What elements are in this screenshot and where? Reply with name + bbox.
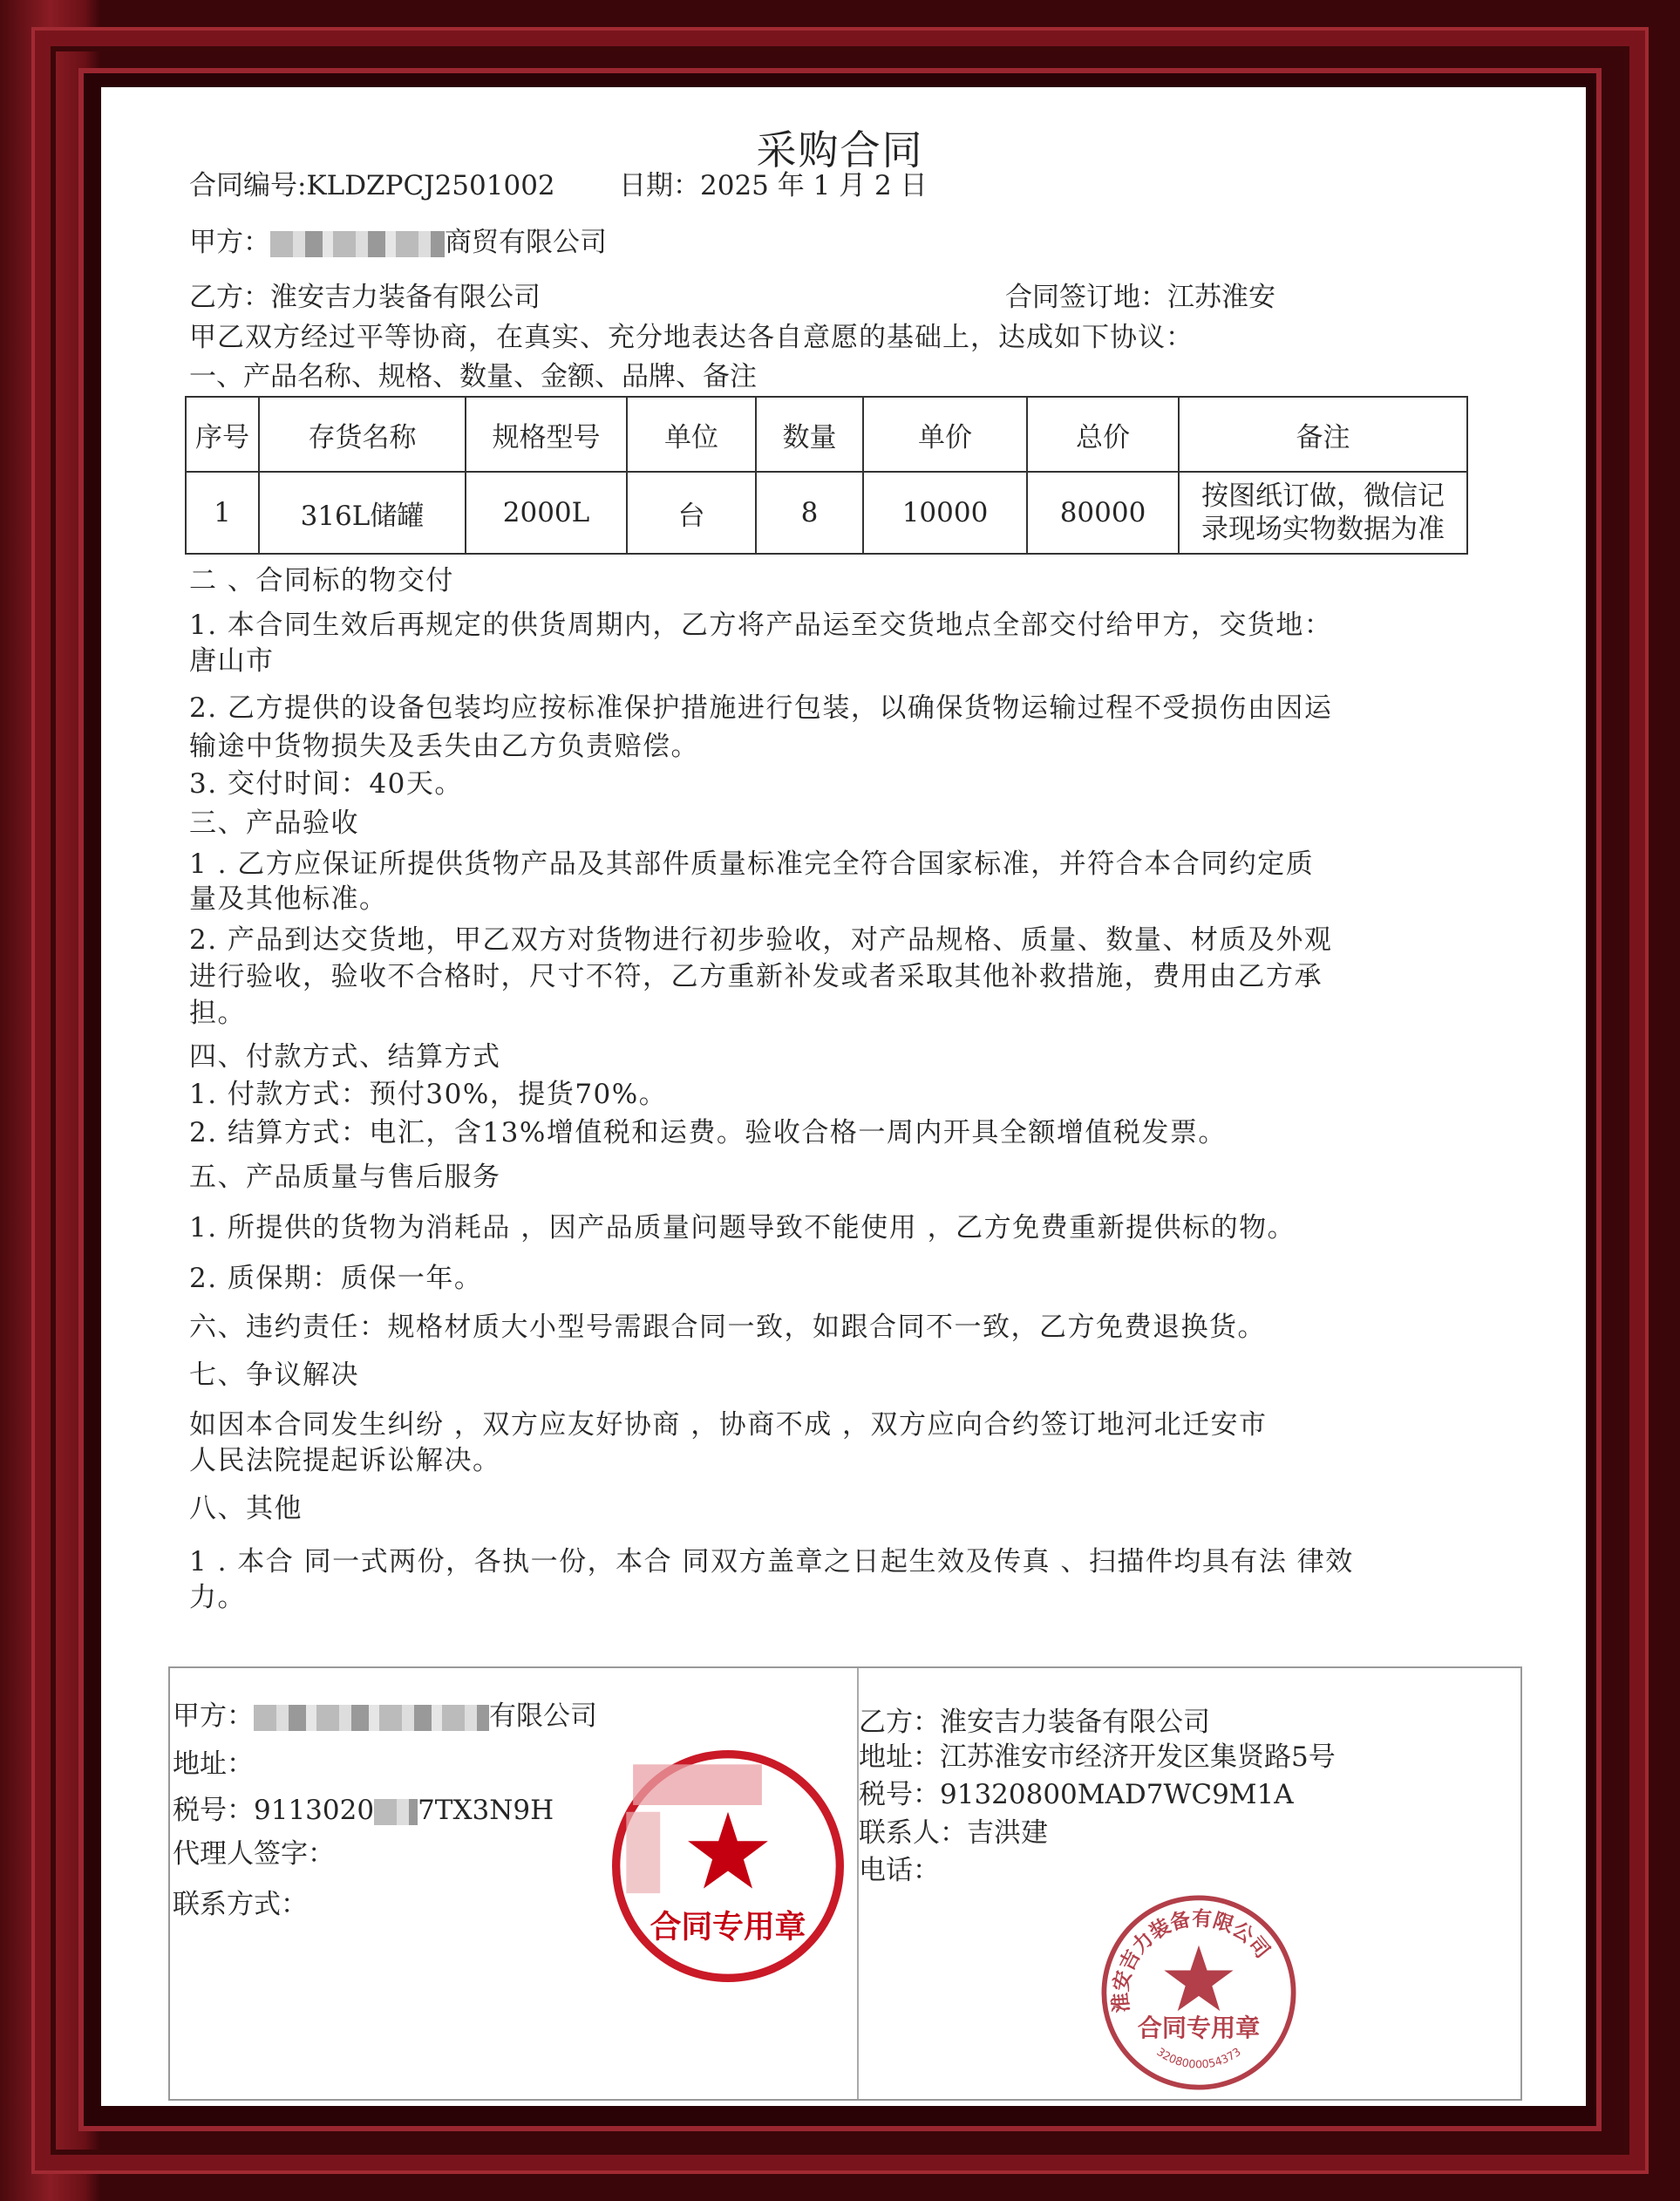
clause-line: 六、违约责任：规格材质大小型号需跟合同一致，如跟合同不一致，乙方免费退换货。 xyxy=(189,1312,1266,1343)
sign-b-address: 地址：江苏淮安市经济开发区集贤路5号 xyxy=(859,1741,1336,1773)
clause-line: 进行验收，验收不合格时，尺寸不符，乙方重新补发或者采取其他补救措施，费用由乙方承 xyxy=(189,961,1323,992)
party-b-seal xyxy=(1098,1892,1299,2093)
redacted-block xyxy=(374,1799,418,1825)
seal-b-code: 3208000054373 xyxy=(1153,2045,1244,2072)
col-header: 备注 xyxy=(1179,397,1467,472)
cell-unit-price: 10000 xyxy=(863,472,1027,554)
col-header: 序号 xyxy=(186,397,259,472)
sign-a-agent: 代理人签字： xyxy=(173,1838,335,1870)
party-a-suffix: 商贸有限公司 xyxy=(445,227,607,258)
clause-line: 五、产品质量与售后服务 xyxy=(189,1162,501,1193)
clause-line: 1 . 乙方应保证所提供货物产品及其部件质量标准完全符合国家标准，并符合本合同约定质 xyxy=(189,848,1315,880)
sign-b-phone: 电话： xyxy=(859,1855,940,1886)
clause-line: 唐山市 xyxy=(189,645,275,677)
clause-line: 人民法院提起诉讼解决。 xyxy=(189,1445,501,1476)
clause-line: 八、其他 xyxy=(189,1493,303,1524)
clause-line: 3. 交付时间：40天。 xyxy=(189,768,463,800)
col-header: 总价 xyxy=(1027,397,1179,472)
table-header-row xyxy=(186,397,1467,472)
clause-line: 1 . 本合 同一式两份，各执一份，本合 同双方盖章之日起生效及传真 、扫描件均具有法 律效 xyxy=(189,1546,1354,1577)
clause-line: 七、争议解决 xyxy=(189,1359,359,1391)
clause-line: 1. 付款方式：预付30%，提货70%。 xyxy=(189,1079,668,1110)
contract-number: 合同编号:KLDZPCJ2501002 xyxy=(189,170,555,201)
cell-name: 316L储罐 xyxy=(259,472,466,554)
cell-index: 1 xyxy=(186,472,259,554)
col-header: 存货名称 xyxy=(259,397,466,472)
clause-line: 力。 xyxy=(189,1582,246,1613)
party-a-seal xyxy=(606,1744,850,1988)
sign-party-b: 乙方：淮安吉力装备有限公司 xyxy=(859,1707,1210,1738)
clause-line: 2. 乙方提供的设备包装均应按标准保护措施进行包装，以确保货物运输过程不受损伤由因运 xyxy=(189,692,1333,724)
sign-place: 合同签订地：江苏淮安 xyxy=(1005,282,1275,313)
sign-a-address: 地址： xyxy=(173,1748,254,1780)
table-row xyxy=(186,472,1467,554)
product-table xyxy=(185,396,1468,555)
sign-a-tax xyxy=(173,1796,554,1825)
clause-line: 2. 结算方式：电汇，含13%增值税和运费。验收合格一周内开具全额增值税发票。 xyxy=(189,1117,1227,1148)
clause-line: 2. 质保期：质保一年。 xyxy=(189,1263,483,1294)
sign-party-a-suffix: 有限公司 xyxy=(489,1700,597,1732)
section-1-heading: 一、产品名称、规格、数量、金额、品牌、备注 xyxy=(189,361,757,392)
cell-spec: 2000L xyxy=(466,472,627,554)
cell-unit: 台 xyxy=(627,472,756,554)
sign-b-tax: 税号：91320800MAD7WC9M1A xyxy=(859,1779,1294,1810)
clause-line: 输途中货物损失及丢失由乙方负责赔偿。 xyxy=(189,731,699,762)
intro-text: 甲乙双方经过平等协商，在真实、充分地表达各自意愿的基础上，达成如下协议： xyxy=(189,322,1194,353)
clause-line: 1. 本合同生效后再规定的供货周期内，乙方将产品运至交货地点全部交付给甲方，交货地： xyxy=(189,610,1333,641)
party-b: 乙方：淮安吉力装备有限公司 xyxy=(189,282,541,313)
sign-a-tax-tail: 7TX3N9H xyxy=(418,1795,554,1826)
col-header: 单位 xyxy=(627,397,756,472)
party-a-label: 甲方： xyxy=(189,227,270,258)
document-title: 采购合同 xyxy=(756,126,924,174)
cell-quantity: 8 xyxy=(756,472,863,554)
clause-line: 三、产品验收 xyxy=(189,807,359,839)
col-header: 单价 xyxy=(863,397,1027,472)
cell-remark: 按图纸订做，微信记录现场实物数据为准 xyxy=(1179,472,1467,554)
contract-date: 日期：2025 年 1 月 2 日 xyxy=(619,170,928,201)
sign-a-contact: 联系方式： xyxy=(173,1889,308,1920)
clause-line: 如因本合同发生纠纷 ，双方应友好协商 ，协商不成 ，双方应向合约签订地河北迁安市 xyxy=(189,1409,1268,1441)
seal-b-name: 淮安吉力装备有限公司 xyxy=(1109,1907,1275,2014)
redacted-block xyxy=(270,231,445,257)
clause-line: 四、付款方式、结算方式 xyxy=(189,1041,501,1073)
sign-party-a xyxy=(173,1701,597,1731)
redacted-block xyxy=(254,1705,489,1731)
clause-line: 担。 xyxy=(189,998,246,1029)
sign-a-tax-head: 税号：9113020 xyxy=(173,1795,375,1826)
sign-party-a-label: 甲方： xyxy=(173,1700,254,1732)
party-a xyxy=(189,228,607,257)
clause-line: 二 、合同标的物交付 xyxy=(189,565,454,596)
clause-line: 量及其他标准。 xyxy=(189,883,388,915)
seal-b-text: 合同专用章 xyxy=(1137,2013,1261,2042)
col-header: 数量 xyxy=(756,397,863,472)
seal-a-text: 合同专用章 xyxy=(650,1909,806,1945)
clause-line: 2. 产品到达交货地，甲乙双方对货物进行初步验收，对产品规格、质量、数量、材质及外观 xyxy=(189,924,1333,956)
svg-text:3208000054373 xyxy=(1154,2046,1244,2072)
cell-total: 80000 xyxy=(1027,472,1179,554)
clause-line: 1. 所提供的货物为消耗品 ，因产品质量问题导致不能使用 ，乙方免费重新提供标的物。 xyxy=(189,1212,1296,1244)
sign-b-contact: 联系人：吉洪建 xyxy=(859,1817,1048,1849)
col-header: 规格型号 xyxy=(466,397,627,472)
